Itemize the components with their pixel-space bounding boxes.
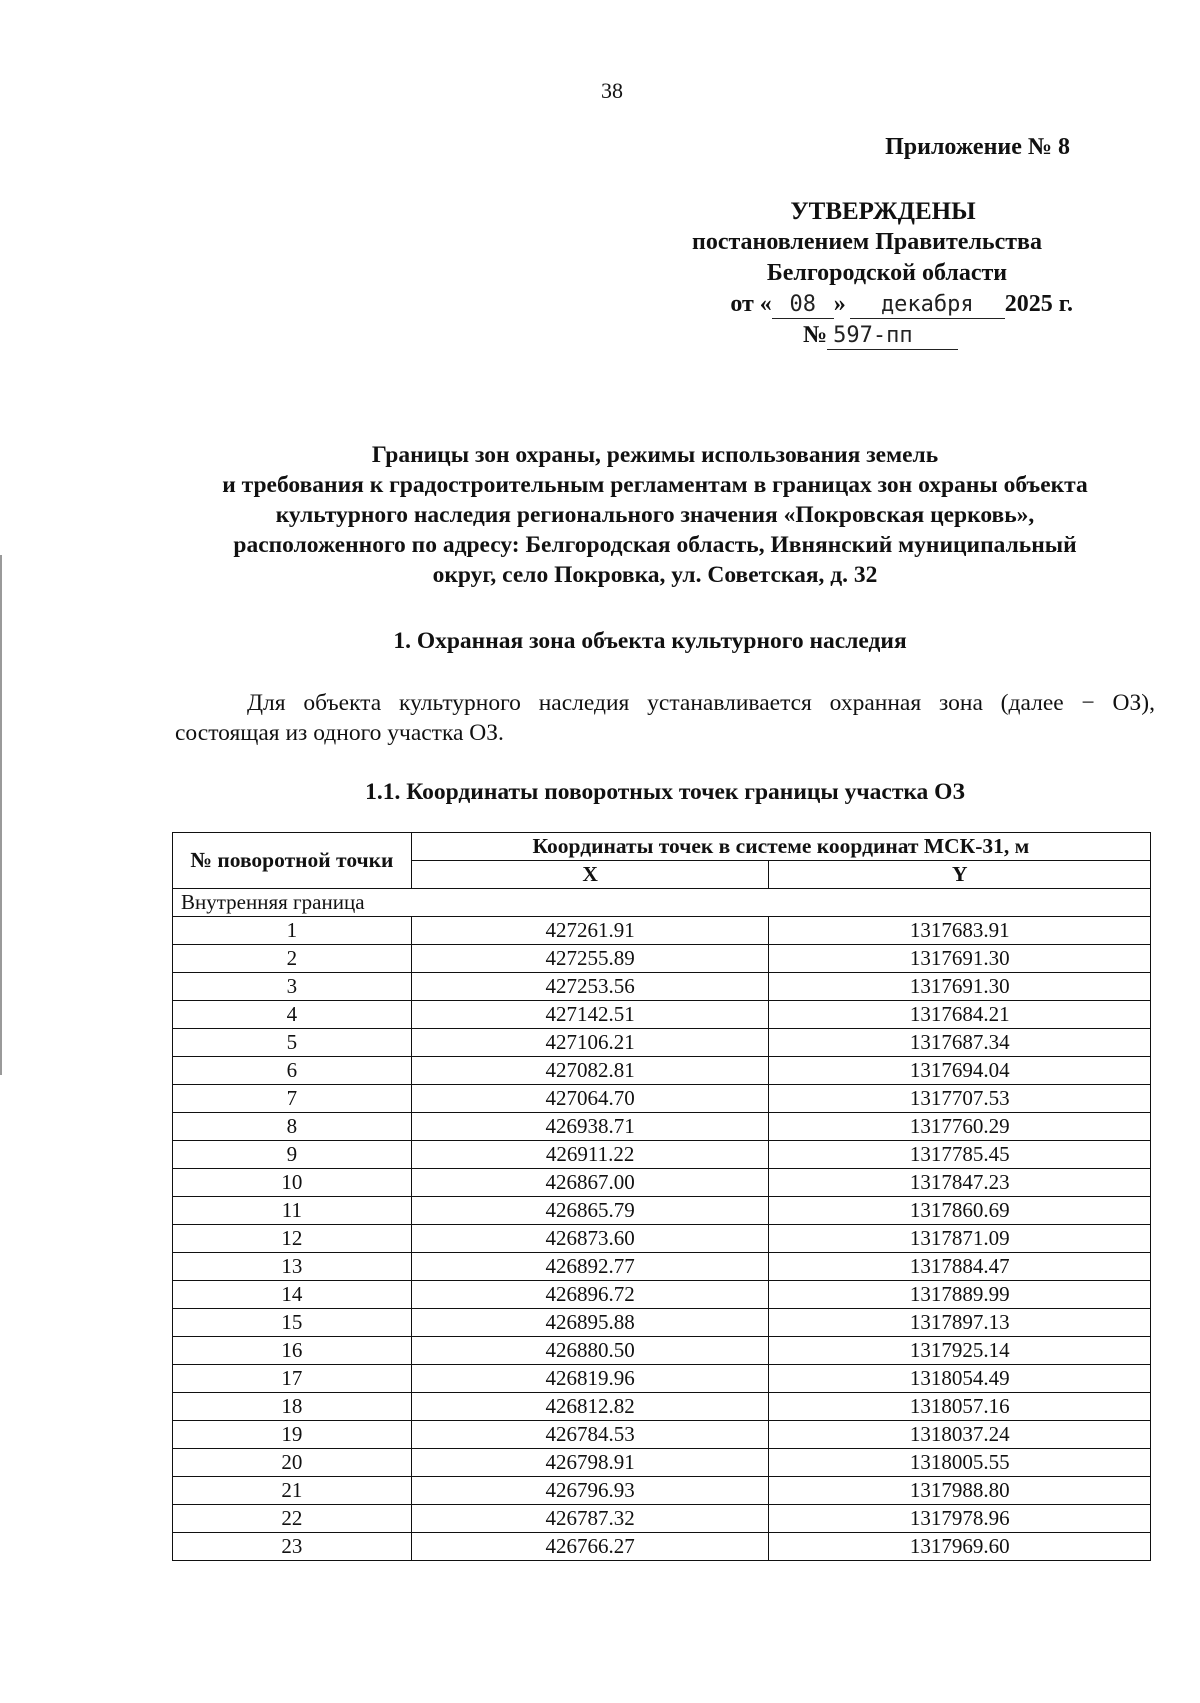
y-coordinate-cell: 1317978.96: [769, 1505, 1151, 1533]
scan-edge-mark: [0, 555, 2, 1075]
table-row: [173, 1085, 1151, 1113]
point-number-cell: 9: [173, 1141, 412, 1169]
table-row: [173, 1365, 1151, 1393]
y-coordinate-cell: 1317884.47: [769, 1253, 1151, 1281]
table-row: [173, 1169, 1151, 1197]
y-coordinate-cell: 1317691.30: [769, 945, 1151, 973]
y-coordinate-cell: 1317969.60: [769, 1533, 1151, 1561]
title-line-2: и требования к градостроительным регламентам в границах зон охраны объекта: [222, 472, 1088, 498]
approved-heading: УТВЕРЖДЕНЫ: [790, 198, 976, 225]
table-row: [173, 945, 1151, 973]
table-row: [173, 1281, 1151, 1309]
y-coordinate-cell: 1317897.13: [769, 1309, 1151, 1337]
x-coordinate-cell: 426766.27: [411, 1533, 769, 1561]
title-line-5: округ, село Покровка, ул. Советская, д. 32: [432, 562, 878, 588]
point-number-cell: 5: [173, 1029, 412, 1057]
point-number-cell: 15: [173, 1309, 412, 1337]
y-coordinate-cell: 1318057.16: [769, 1393, 1151, 1421]
point-number-cell: 20: [173, 1449, 412, 1477]
y-coordinate-cell: 1317785.45: [769, 1141, 1151, 1169]
x-coordinate-cell: 426798.91: [411, 1449, 769, 1477]
point-number-cell: 2: [173, 945, 412, 973]
x-coordinate-cell: 426787.32: [411, 1505, 769, 1533]
x-coordinate-cell: 426784.53: [411, 1421, 769, 1449]
point-number-cell: 13: [173, 1253, 412, 1281]
date-month: декабря: [850, 292, 1005, 319]
header-point-number: № поворотной точки: [173, 833, 412, 889]
y-coordinate-cell: 1317988.80: [769, 1477, 1151, 1505]
table-row: [173, 1029, 1151, 1057]
group-label-inner-boundary: Внутренняя граница: [173, 889, 1151, 917]
x-coordinate-cell: 426796.93: [411, 1477, 769, 1505]
point-number-cell: 6: [173, 1057, 412, 1085]
point-number-cell: 21: [173, 1477, 412, 1505]
document-title: [160, 440, 1150, 590]
table-row: [173, 1057, 1151, 1085]
y-coordinate-cell: 1317687.34: [769, 1029, 1151, 1057]
y-coordinate-cell: 1317889.99: [769, 1281, 1151, 1309]
y-coordinate-cell: 1317871.09: [769, 1225, 1151, 1253]
page-number: 38: [601, 78, 623, 103]
approval-region: Белгородской области: [766, 260, 1008, 286]
section-1-title: 1. Охранная зона объекта культурного наследия: [393, 628, 907, 654]
appendix-label: Приложение № 8: [885, 134, 1070, 160]
number-value: 597-пп: [827, 323, 958, 350]
x-coordinate-cell: 427253.56: [411, 973, 769, 1001]
table-row: [173, 1001, 1151, 1029]
point-number-cell: 1: [173, 917, 412, 945]
table-row: [173, 1421, 1151, 1449]
point-number-cell: 17: [173, 1365, 412, 1393]
point-number-cell: 16: [173, 1337, 412, 1365]
x-coordinate-cell: 426873.60: [411, 1225, 769, 1253]
x-coordinate-cell: 426812.82: [411, 1393, 769, 1421]
title-line-4: расположенного по адресу: Белгородская область, Ивнянский муниципальный: [233, 532, 1077, 558]
title-line-1: Границы зон охраны, режимы использования земель: [371, 442, 939, 468]
header-x: X: [411, 861, 769, 889]
header-coordinates: Координаты точек в системе координат МСК-31, м: [411, 833, 1150, 861]
number-prefix: №: [803, 322, 828, 348]
y-coordinate-cell: 1318005.55: [769, 1449, 1151, 1477]
date-day: 08: [772, 292, 834, 319]
point-number-cell: 8: [173, 1113, 412, 1141]
point-number-cell: 11: [173, 1197, 412, 1225]
x-coordinate-cell: 426865.79: [411, 1197, 769, 1225]
table-row: [173, 1393, 1151, 1421]
table-row: [173, 1225, 1151, 1253]
x-coordinate-cell: 426819.96: [411, 1365, 769, 1393]
date-prefix: от «: [730, 291, 772, 317]
header-y: Y: [769, 861, 1151, 889]
table-row: [173, 1309, 1151, 1337]
title-line-3: культурного наследия регионального значения «Покровская церковь»,: [275, 502, 1035, 528]
x-coordinate-cell: 426911.22: [411, 1141, 769, 1169]
x-coordinate-cell: 426880.50: [411, 1337, 769, 1365]
x-coordinate-cell: 427142.51: [411, 1001, 769, 1029]
date-year: 2025 г.: [1004, 291, 1073, 317]
x-coordinate-cell: 427255.89: [411, 945, 769, 973]
point-number-cell: 19: [173, 1421, 412, 1449]
coordinates-table: [172, 832, 1151, 1561]
point-number-cell: 4: [173, 1001, 412, 1029]
x-coordinate-cell: 426892.77: [411, 1253, 769, 1281]
approval-date: [653, 289, 1073, 320]
x-coordinate-cell: 427261.91: [411, 917, 769, 945]
date-mid: »: [833, 291, 846, 317]
x-coordinate-cell: 426867.00: [411, 1169, 769, 1197]
y-coordinate-cell: 1318054.49: [769, 1365, 1151, 1393]
table-row: [173, 1253, 1151, 1281]
table-row: [173, 1113, 1151, 1141]
point-number-cell: 14: [173, 1281, 412, 1309]
body-paragraph: Для объекта культурного наследия устанавливается охранная зона (далее − ОЗ), состоящая из одного участка ОЗ.: [175, 690, 1155, 746]
x-coordinate-cell: 427082.81: [411, 1057, 769, 1085]
point-number-cell: 12: [173, 1225, 412, 1253]
x-coordinate-cell: 426896.72: [411, 1281, 769, 1309]
y-coordinate-cell: 1317925.14: [769, 1337, 1151, 1365]
table-row: [173, 917, 1151, 945]
table-row: [173, 1197, 1151, 1225]
table-row: [173, 1337, 1151, 1365]
y-coordinate-cell: 1318037.24: [769, 1421, 1151, 1449]
table-row: [173, 1505, 1151, 1533]
y-coordinate-cell: 1317683.91: [769, 917, 1151, 945]
x-coordinate-cell: 427106.21: [411, 1029, 769, 1057]
point-number-cell: 22: [173, 1505, 412, 1533]
approval-authority: постановлением Правительства: [691, 229, 1042, 255]
y-coordinate-cell: 1317707.53: [769, 1085, 1151, 1113]
x-coordinate-cell: 426895.88: [411, 1309, 769, 1337]
point-number-cell: 7: [173, 1085, 412, 1113]
subsection-1-1-title: 1.1. Координаты поворотных точек границы участка ОЗ: [365, 779, 965, 805]
approval-block: [653, 196, 1073, 351]
x-coordinate-cell: 427064.70: [411, 1085, 769, 1113]
y-coordinate-cell: 1317694.04: [769, 1057, 1151, 1085]
table-row: [173, 1449, 1151, 1477]
table-row: [173, 973, 1151, 1001]
point-number-cell: 10: [173, 1169, 412, 1197]
y-coordinate-cell: 1317760.29: [769, 1113, 1151, 1141]
table-row: [173, 1477, 1151, 1505]
table-row: [173, 1141, 1151, 1169]
point-number-cell: 23: [173, 1533, 412, 1561]
x-coordinate-cell: 426938.71: [411, 1113, 769, 1141]
y-coordinate-cell: 1317691.30: [769, 973, 1151, 1001]
y-coordinate-cell: 1317684.21: [769, 1001, 1151, 1029]
table-row: [173, 1533, 1151, 1561]
y-coordinate-cell: 1317847.23: [769, 1169, 1151, 1197]
point-number-cell: 3: [173, 973, 412, 1001]
y-coordinate-cell: 1317860.69: [769, 1197, 1151, 1225]
approval-number: [653, 320, 1073, 351]
point-number-cell: 18: [173, 1393, 412, 1421]
